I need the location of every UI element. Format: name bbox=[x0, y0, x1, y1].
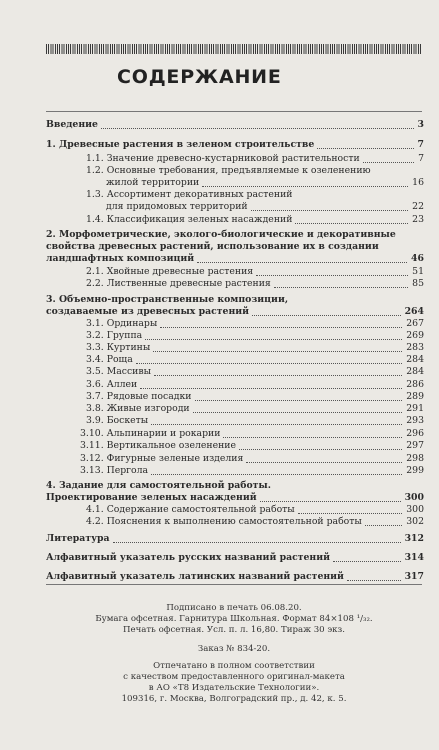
toc-entry bbox=[46, 464, 424, 478]
toc-entry-title: свойства древесных растений, использование их в создании bbox=[46, 241, 379, 252]
toc-leader-dots bbox=[260, 500, 401, 502]
toc-entry-page: 7 bbox=[415, 152, 424, 166]
imprint-signed: Подписано в печать 06.08.20. bbox=[166, 603, 302, 613]
toc-entry-page: 284 bbox=[403, 353, 424, 367]
toc-entry-page: 297 bbox=[403, 439, 424, 453]
toc-entry-page: 283 bbox=[403, 341, 424, 355]
toc-leader-dots bbox=[223, 436, 402, 438]
toc-entry-title: 3.8. Живые изгороди bbox=[86, 403, 190, 414]
toc-entry-title: жилой территории bbox=[106, 177, 200, 188]
toc-leader-dots bbox=[317, 147, 414, 149]
toc-entry-page: 317 bbox=[402, 570, 424, 584]
divider-bottom bbox=[46, 584, 422, 585]
toc-leader-dots bbox=[295, 222, 408, 224]
toc-entry-title: 3.6. Аллеи bbox=[86, 379, 138, 390]
toc-entry bbox=[46, 252, 424, 266]
toc-entry-title: 1.2. Основные требования, предъявляемые к озеленению bbox=[86, 165, 371, 176]
toc-entry-title: Литература bbox=[46, 533, 110, 544]
toc-entry-title: 3.10. Альпинарии и рокарии bbox=[80, 428, 221, 439]
toc-entry-title: 2.1. Хвойные древесные растения bbox=[86, 266, 254, 277]
toc-entry bbox=[46, 439, 424, 453]
imprint-print: Печать офсетная. Усл. п. л. 16,80. Тираж 30 экз. bbox=[123, 625, 345, 635]
toc-leader-dots bbox=[347, 579, 401, 581]
toc-leader-dots bbox=[256, 274, 408, 276]
toc-entry-title: Проектирование зеленых насаждений bbox=[46, 492, 257, 503]
toc-entry-title: 3.7. Рядовые посадки bbox=[86, 391, 192, 402]
toc-entry-page: 23 bbox=[409, 213, 424, 227]
toc-entry-page: 22 bbox=[409, 200, 424, 214]
toc-entry-title: 1.3. Ассортимент декоративных растений bbox=[86, 189, 293, 200]
toc-leader-dots bbox=[136, 362, 402, 364]
toc-leader-dots bbox=[101, 127, 414, 129]
toc-entry bbox=[46, 118, 424, 132]
toc-entry-title: 3.9. Боскеты bbox=[86, 415, 149, 426]
toc-entry-title: 4. Задание для самостоятельной работы. bbox=[46, 480, 271, 491]
toc-entry-page: 314 bbox=[402, 551, 424, 565]
toc-entry bbox=[46, 213, 424, 227]
toc-leader-dots bbox=[251, 209, 408, 211]
toc-leader-dots bbox=[274, 286, 408, 288]
imprint-order: Заказ № 834-20. bbox=[197, 644, 271, 654]
toc-leader-dots bbox=[153, 350, 402, 352]
toc-entry-title: Алфавитный указатель русских названий растений bbox=[46, 552, 331, 563]
toc-entry-title: 3.13. Пергола bbox=[80, 465, 149, 476]
toc-entry-title: создаваемые из древесных растений bbox=[46, 306, 250, 317]
toc-entry-title: 2. Морфометрические, эколого-биологические и декоративные bbox=[46, 229, 396, 240]
toc-entry-page: 302 bbox=[403, 515, 424, 529]
toc-entry-title: Введение bbox=[46, 119, 98, 130]
toc-entry-page: 286 bbox=[403, 378, 424, 392]
toc-entry-page: 299 bbox=[403, 464, 424, 478]
toc-entry-page: 85 bbox=[409, 277, 424, 291]
toc-leader-dots bbox=[154, 374, 402, 376]
toc-entry-page: 284 bbox=[403, 365, 424, 379]
toc-entry-page: 293 bbox=[403, 414, 424, 428]
toc-leader-dots bbox=[193, 411, 402, 413]
toc-entry-title: для придомовых территорий bbox=[106, 201, 248, 212]
toc-entry-page: 7 bbox=[415, 138, 424, 152]
toc-leader-dots bbox=[151, 423, 402, 425]
toc-entry-title: 3. Объемно-пространственные композиции, bbox=[46, 294, 289, 305]
toc-entry bbox=[46, 200, 424, 214]
toc-entry-page: 46 bbox=[408, 252, 424, 266]
toc-leader-dots bbox=[333, 560, 401, 562]
toc-entry-page: 300 bbox=[402, 491, 424, 505]
toc-entry-title: 4.2. Пояснения к выполнению самостоятельной работы bbox=[86, 516, 362, 527]
toc-leader-dots bbox=[298, 512, 402, 514]
toc-leader-dots bbox=[365, 524, 402, 526]
toc-entry bbox=[46, 551, 424, 565]
toc-leader-dots bbox=[113, 541, 401, 543]
toc-leader-dots bbox=[195, 399, 402, 401]
toc-entry-page: 289 bbox=[403, 390, 424, 404]
toc-entry-title: 3.2. Группа bbox=[86, 330, 143, 341]
toc-leader-dots bbox=[246, 461, 402, 463]
toc-entry bbox=[46, 414, 424, 428]
toc-entry bbox=[46, 570, 424, 584]
imprint-publisher: в АО «Т8 Издательские Технологии». bbox=[148, 683, 320, 693]
imprint-printed: Отпечатано в полном соответствии bbox=[153, 661, 315, 671]
toc-leader-dots bbox=[160, 326, 402, 328]
toc-entry-title: 3.5. Массивы bbox=[86, 366, 152, 377]
toc-entry-title: 1.1. Значение древесно-кустарниковой растительности bbox=[86, 153, 360, 164]
toc-entry bbox=[46, 532, 424, 546]
page-title: СОДЕРЖАНИЕ bbox=[117, 66, 282, 88]
toc-leader-dots bbox=[145, 338, 402, 340]
toc-entry-title: 3.3. Куртины bbox=[86, 342, 151, 353]
toc-entry-title: 1. Древесные растения в зеленом строительстве bbox=[46, 139, 315, 150]
toc-entry-page: 296 bbox=[403, 427, 424, 441]
toc-leader-dots bbox=[363, 161, 414, 163]
imprint-quality: с качеством предоставленного оригинал-макета bbox=[123, 672, 345, 682]
toc-leader-dots bbox=[239, 448, 402, 450]
toc-entry bbox=[46, 365, 424, 379]
toc-entry bbox=[46, 138, 424, 152]
toc-entry bbox=[46, 515, 424, 529]
toc-entry-title: 3.12. Фигурные зеленые изделия bbox=[80, 453, 244, 464]
imprint-address: 109316, г. Москва, Волгоградский пр., д. 42, к. 5. bbox=[121, 694, 347, 704]
toc-entry-page: 267 bbox=[403, 317, 424, 331]
toc-entry-title: ландшафтных композиций bbox=[46, 253, 195, 264]
toc-entry-page: 300 bbox=[403, 503, 424, 517]
toc-entry-page: 16 bbox=[409, 176, 424, 190]
toc-entry-title: 4.1. Содержание самостоятельной работы bbox=[86, 504, 295, 515]
toc-entry-title: 3.11. Вертикальное озеленение bbox=[80, 440, 236, 451]
toc-entry-title: 3.1. Ординары bbox=[86, 318, 158, 329]
decorative-header-band bbox=[46, 44, 422, 54]
toc-entry-page: 51 bbox=[409, 265, 424, 279]
imprint-paper: Бумага офсетная. Гарнитура Школьная. Формат 84×108 ¹/₃₂. bbox=[95, 614, 373, 624]
toc-entry-page: 291 bbox=[403, 402, 424, 416]
toc-entry-page: 298 bbox=[403, 452, 424, 466]
toc-leader-dots bbox=[151, 473, 402, 475]
toc-entry-title: 1.4. Классификация зеленых насаждений bbox=[86, 214, 293, 225]
toc-leader-dots bbox=[197, 261, 407, 263]
toc-leader-dots bbox=[202, 185, 408, 187]
toc-leader-dots bbox=[140, 387, 402, 389]
toc-entry bbox=[46, 277, 424, 291]
toc-entry-page: 3 bbox=[415, 118, 424, 132]
toc-entry-title: Алфавитный указатель латинских названий растений bbox=[46, 571, 344, 582]
toc-entry-title: 3.4. Роща bbox=[86, 354, 133, 365]
toc-leader-dots bbox=[252, 314, 401, 316]
toc-entry-page: 269 bbox=[403, 329, 424, 343]
toc-entry-page: 312 bbox=[402, 532, 424, 546]
toc-entry-title: 2.2. Лиственные древесные растения bbox=[86, 278, 271, 289]
toc-entry-page: 264 bbox=[402, 305, 424, 319]
divider-top bbox=[46, 111, 422, 112]
